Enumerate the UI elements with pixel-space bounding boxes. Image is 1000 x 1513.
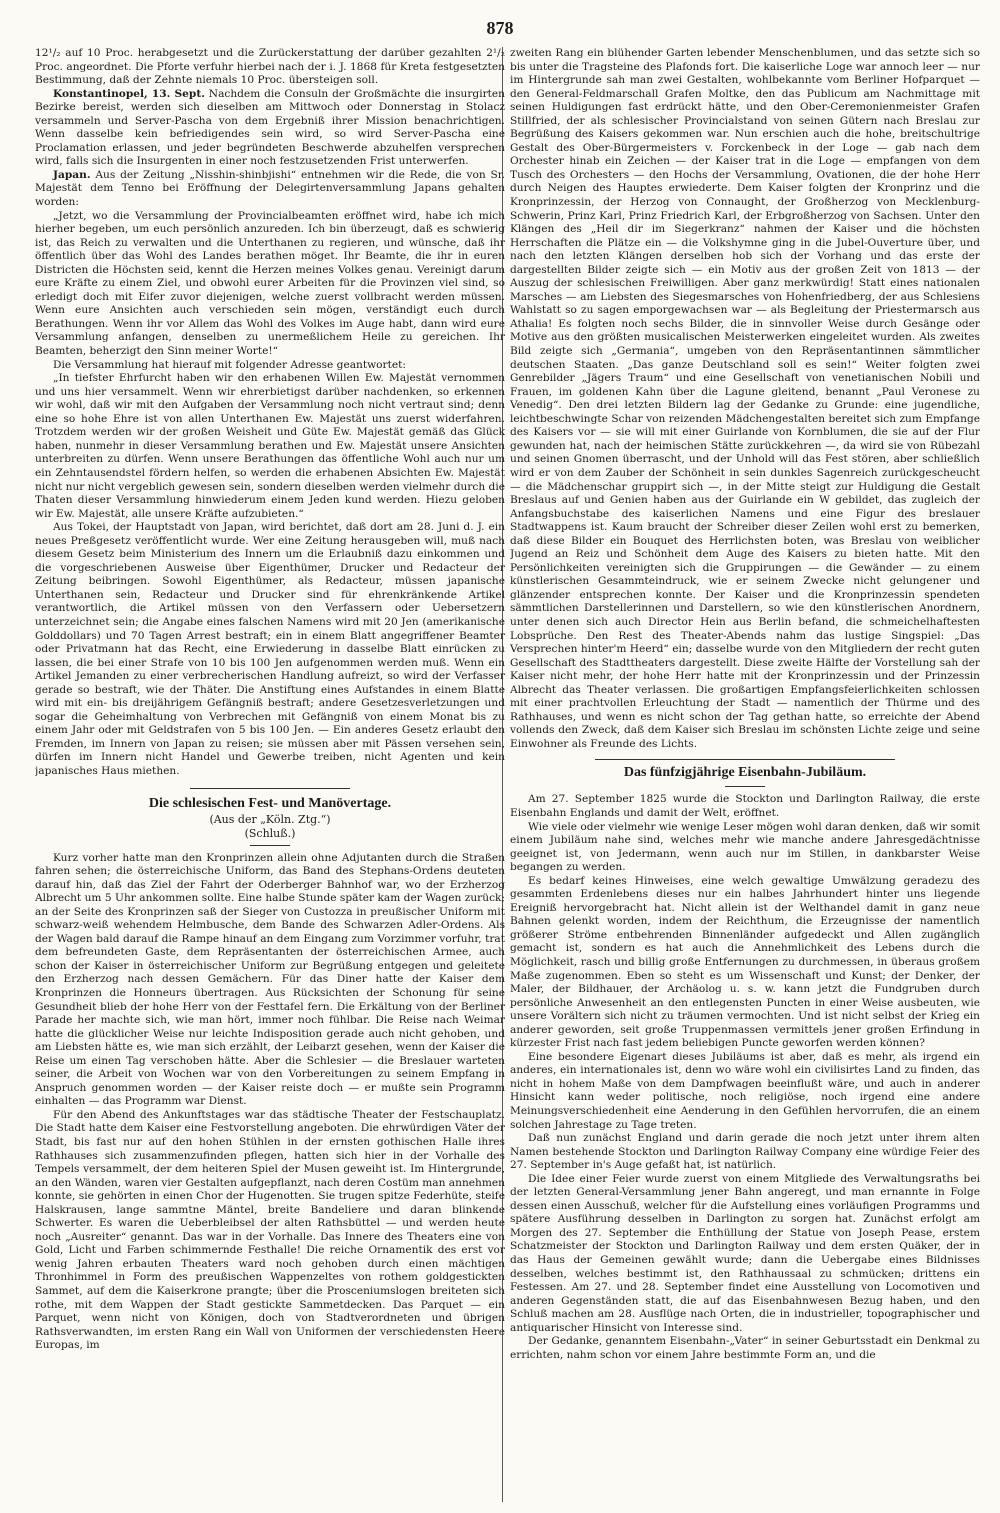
paragraph: Daß nun zunächst England und darin gerade die noch jetzt unter ihrem alten Namen bestehende Stockton und Darlington Railway Company eine würdige Feier des 27. September in's Auge gefaßt hat, ist natürlich. (510, 1132, 980, 1172)
section-rule (250, 845, 290, 846)
paragraph: Die Idee einer Feier wurde zuerst von einem Mitgliede des Verwaltungsraths bei der letzten General-Versammlung jener Bahn angeregt, und man ernannte in Folge dessen einen Ausschuß, welcher für die Aufstellung eines vorläufigen Programms und spätere Ausführung desselben in Darlington zu sorgen hat. Zunächst erfolgt am Morgen des 27. September die Enthüllung der Statue von Joseph Pease, erstem Schatzmeister der Stockton und Darlington Railway und dem ersten Quäker, der in das Haus der Gemeinen gewählt wurde; dann die Uebergabe eines Bildnisses desselben, welches bestimmt ist, den Rathhaussaal zu schmücken; drittens ein Festessen. Am 27. und 28. September findet eine Ausstellung von Locomotiven und anderen Gegenständen statt, die auf das Eisenbahnwesen Bezug haben, und den Schluß machen am 28. Ausflüge nach Orten, die in industrieller, topographischer und antiquarischer Hinsicht von Interesse sind. (510, 1172, 980, 1334)
paragraph: zweiten Rang ein blühender Garten lebender Menschenblumen, und das setzte sich so bis unter die Tragsteine des Plafonds fort. Die kaiserliche Loge war annoch leer — nur im Hintergrunde sah man zwei Gestalten, wohlbekannte vom Berliner Hofparquet — den General-Feldmarschall Grafen Moltke, den das Publicum am Nachmittage mit seinen Huldigungen fast erdrückt hätte, und den Ober-Ceremonienmeister Grafen Stillfried, der als schlesischer Provincialstand von seinen Gütern nach Breslau zur Begrüßung des Kaisers gekommen war. Nun erschien auch die hohe, breitschultrige Gestalt des Ober-Bürgermeisters v. Forckenbeck in der Loge — gab nach dem Orchester hinab ein Zeichen — der Kaiser trat in die Loge — empfangen von dem Tusch des Orchesters — den Hochs der Versammlung, Ovationen, die der hohe Herr durch Neigen des Hauptes erwiederte. Dem Kaiser folgten der Kronprinz und die Kronprinzessin, der Herzog von Connaught, der Großherzog von Mecklenburg-Schwerin, Prinz Karl, Prinz Friedrich Karl, der Erbgroßherzog von Sachsen. Unter den Klängen des „Heil dir im Siegerkranz“ nahmen der Kaiser und die höchsten Herrschaften die Plätze ein — die Volkshymne ging in die Jubel-Ouverture über, und nach den letzten Klängen derselben hob sich der Vorhang und das erste der dargestellten Bilder zeigte sich — ein Motiv aus der großen Zeit von 1813 — der Auszug der schlesischen Freiwilligen. Aber ganz merkwürdig! Statt eines nationalen Marsches — am Liebsten des Siegesmarsches von Hohenfriedberg, der aus Schlesiens Wahlstatt so zu sagen emporgewachsen war — als Begleitung der Priestermarsch aus Athalia! Es folgten noch sechs Bilder, die in sinnvoller Weise durch Gesänge oder Motive aus den größten musicalischen Meisterwerken eingeleitet wurden. Als zweites Bild zeigte sich „Germania“, umgeben von den Repräsentantinnen sämmtlicher deutschen Staaten. „Das ganze Deutschland soll es sein!“ Weiter folgten zwei Genrebilder „Jägers Traum“ und eine Gesellschaft von venetianischen Nobili und Frauen, im goldenen Kahn über die Lagune gleitend, benannt „Paul Veronese zu Venedig“. Den drei letzten Bildern lag der Gedanke zu Grunde: eine jugendliche, leichtbeschwingte Schar von reizenden Mädchengestalten bereitet sich zum Empfange des Kaisers vor — sie will mit einer Guirlande von Kornblumen, die sie auf der Flur gewunden hat, nach der heimischen Stätte zurückkehren —, da wird sie von Rübezahl und seinen Gnomen überrascht, und der Unhold will das Fest stören, aber schließlich wird er von dem Zauber der Schönheit in sein dunkles Sagenreich zurückgescheucht — die Mädchenschar gruppirt sich —, in der Mitte steigt zur Huldigung die Gestalt Breslaus auf und Genien haben aus der Guirlande ein W gebildet, das zugleich der Anfangsbuchstabe des kaiserlichen Namens und eine Figur des breslauer Stadtwappens ist. Kaum braucht der Schreiber dieser Zeilen wohl erst zu bemerken, daß diese Bilder ein Bouquet des Herrlichsten boten, was Breslau von weiblicher Jugend an Reiz und Schönheit dem Auge des Kaisers zu bieten hatte. Mit den Persönlichkeiten vereinigten sich die Gruppirungen — die Gewänder — zu einem künstlerischen Gesammteindruck, wie er seinem Zwecke nicht gelungener und glänzender entsprechen konnte. Der Kaiser und die Kronprinzessin spendeten sämmtlichen Darstellerinnen und Darstellern, so wie den künstlerischen Anordnern, unter denen sich auch Director Hein aus Berlin befand, die schmeichelhaftesten Lobsprüche. Den Rest des Theater-Abends nahm das lustige Singspiel: „Das Versprechen hinter'm Heerd“ ein; dasselbe wurde von den Mitgliedern der recht guten Gesellschaft des Stadttheaters dargestellt. Diese zweite Hälfte der Vorstellung sah der Kaiser nicht mehr, der hohe Herr hatte mit der Kronprinzessin und der Prinzessin Albrecht das Theater verlassen. Die großartigen Empfangsfeierlichkeiten schlossen mit einer prachtvollen Erleuchtung der Stadt — namentlich der Thürme und des Rathhauses, und wenn es nicht schon der Tag gethan hatte, so erreichte der Abend vollends den Zweck, daß dem Kaiser sich Breslau im schönsten Lichte zeige und seine Einwohner als Freunde des Lichts. (510, 47, 980, 750)
section-heading: Die schlesischen Fest- und Manövertage. (148, 795, 392, 811)
paragraph-text: Nachdem die Consuln der Großmächte die insurgirten Bezirke bereist, werden sich dieselben am Mittwoch oder Donnerstag in Stolacz versammeln und Server-Pascha von dem Ergebniß ihrer Mission benachrichtigen. Wenn dasselbe kein befriedigendes sein wird, so wird Server-Pascha eine Proclamation erlassen, und jeder begründeten Beschwerde abzuhelfen versprechen wird, falls sich die Insurgenten in einer noch festzusetzenden Frist unterwerfen. (35, 87, 505, 168)
section-rule (595, 759, 895, 760)
paragraph: Der Gedanke, genanntem Eisenbahn-„Vater“ in seiner Geburtsstadt ein Denkmal zu errichten, nahm schon vor einem Jahre bestimmte Form an, und die (510, 1335, 980, 1361)
section-rule (725, 786, 765, 787)
right-column (510, 47, 980, 1499)
paragraph: Die Versammlung hat hierauf mit folgender Adresse geantwortet: (53, 358, 406, 371)
paragraph-text: Aus der Zeitung „Nisshin-shinbjishi“ entnehmen wir die Rede, die von Sr. Majestät dem Tenno bei Eröffnung der Delegirtenversammlung Japans gehalten worden: (35, 168, 505, 209)
section-rule (190, 788, 350, 789)
dateline: Konstantinopel, 13. Sept. (53, 87, 205, 100)
paragraph: Am 27. September 1825 wurde die Stockton und Darlington Railway, die erste Eisenbahn Englands und damit der Welt, eröffnet. (510, 793, 980, 819)
paragraph: Aus Tokei, der Hauptstadt von Japan, wird berichtet, daß dort am 28. Juni d. J. ein neues Preßgesetz veröffentlicht wurde. Wer eine Zeitung herausgeben will, muß nach diesem Gesetz beim Ministerium des Innern um die Erlaubniß dazu einkommen und die vorgeschriebenen Ausweise über Eigenthümer, Drucker und Redacteur der Zeitung beibringen. Sowohl Eigenthümer, als Redacteur, müssen japanische Unterthanen sein, Redacteur und Drucker sind für ehrenkränkende Artikel verantwortlich, die Artikel müssen von den Verfassern oder Uebersetzern unterzeichnet sein; die Angabe eines falschen Namens wird mit 20 Jen (amerikanische Golddollars) und 70 Tagen Arrest bestraft; ein in einem Blatt angegriffener Beamter oder Privatmann hat das Recht, eine Erwiederung in dasselbe Blatt einrücken zu lassen, die bei einer Strafe von 10 bis 100 Jen aufgenommen werden muß. Wenn ein Artikel Jemanden zu einer verbrecherischen Handlung aufreizt, so wird der Verfasser gerade so bestraft, wie der Thäter. Die Anstiftung eines Aufstandes in einem Blatte wird mit ein- bis dreijährigem Gefängniß bestraft; andere Gesetzesverletzungen und sogar die Geheimhaltung von Verbrechen mit Gefängniß von einem Monat bis zu einem Jahr oder mit Geldstrafen von 5 bis 100 Jen. — Ein anderes Gesetz erlaubt den Fremden, im Innern von Japan zu reisen; sie müssen aber mit Pässen versehen sein, dürfen im Innern nicht Handel und Gewerbe treiben, nicht Agenten und kein japanisches Haus miethen. (35, 521, 505, 777)
left-column (35, 47, 505, 1499)
paragraph: Eine besondere Eigenart dieses Jubiläums ist aber, daß es mehr, als irgend ein anderes, ein internationales ist, denn wo wäre wohl ein civilisirtes Land zu finden, das nicht in hohem Maße von dem Dampfwagen beeinflußt wäre, und auch in anderer Hinsicht kann weder politische, noch religiöse, noch irgend eine andere Meinungsverschiedenheit eine Aenderung in den Gefühlen hervorrufen, die an einem solchen Jahrestage zu Tage treten. (510, 1050, 980, 1131)
section-continuation: (Schluß.) (244, 826, 296, 840)
paragraph: „In tiefster Ehrfurcht haben wir den erhabenen Willen Ew. Majestät vernommen und uns hier versammelt. Wenn wir ehrerbietigst darüber nachdenken, so erkennen wir wohl, daß wir mit den Aufgaben der Versammlung noch nicht vertraut sind; denn eine so hohe Ehre ist von allen Unterthanen Ew. Majestät uns zuerst widerfahren. Trotzdem werden wir der großen Weisheit und Güte Ew. Majestät gemäß das Glück haben, nunmehr in dieser Versammlung berathen und Ew. Majestät unsere Ansichten unterbreiten zu dürfen. Wenn unsere Berathungen das öffentliche Wohl auch nur um ein Zehntausendstel fördern helfen, so werden die erhabenen Absichten Ew. Majestät nicht nur nicht vergeblich gewesen sein, sondern dieselben werden vielmehr durch die Thaten dieser Versammlung hinwiederum einem Jeden kund werden. Hiezu geloben wir Ew. Majestät, alle unsere Kräfte aufzubieten.“ (35, 372, 505, 520)
dateline: Japan. (53, 168, 91, 181)
paragraph: Kurz vorher hatte man den Kronprinzen allein ohne Adjutanten durch die Straßen fahren sehen; die österreichische Uniform, das Band des Stephans-Ordens deuteten darauf hin, daß das Ziel der Fahrt der Oderberger Bahnhof war, wo der Erzherzog Albrecht um 5 Uhr ankommen sollte. Eine halbe Stunde später kam der Wagen zurück; an der Seite des Kronprinzen saß der Sieger von Custozza in preußischer Uniform mit schwarz-weiß wehendem Helmbusche, dem Bande des Schwarzen Adler-Ordens. Als der Wagen bald darauf die Rampe hinauf an dem Eingang zum Vorzimmer vorfuhr, trat dem befreundeten Gaste, dem Repräsentanten der österreichischen Armee, auch schon der Kaiser in österreichischer Uniform zur Begrüßung entgegen und geleitete den Erzherzog nach dessen Gemächern. Für das Diner hatte der Kaiser dem Kronprinzen die Honneurs übertragen. Aus Rücksichten der Schonung für seine Gesundheit blieb der hohe Herr von der Festtafel fern. Die Erkältung von der Berliner Parade her machte sich, wie man hört, immer noch fühlbar. Die Reise nach Weimar hatte die glücklicher Weise nur leichte Indisposition gerade auch nicht gehoben, und am Liebsten hätte es, wie man sich erzählt, der Leibarzt gesehen, wenn der Kaiser die Reise um einen Tag verschoben hätte. Aber die Schlesier — die Breslauer warteten seiner, die Arbeit von Wochen war von den Vorbereitungen zu seinem Empfang in Anspruch genommen worden — der Kaiser reiste doch — er mußte sein Programm einhalten — das Programm war Dienst. (35, 851, 505, 1108)
page-number: 878 (486, 18, 514, 38)
paragraph: Es bedarf keines Hinweises, eine welch gewaltige Umwälzung geradezu des gesammten Erdenlebens dieses nur ein halbes Jahrhundert hinter uns liegende Ereigniß hervorgebracht hat. Nicht allein ist der Welthandel damit in ganz neue Bahnen gelenkt worden, indem der Reichthum, die Erzeugnisse der namentlich größerer Ströme entbehrenden Binnenländer aufgedeckt und Allen zugänglich gemacht ist, sondern es hat auch die Annehmlichkeit des Lebens durch die Möglichkeit, rasch und billig große Entfernungen zu durchmessen, in überaus großem Maße zugenommen. Eben so steht es um Wissenschaft und Kunst; der Denker, der Maler, der Bildhauer, der Archäolog u. s. w. kann jetzt die Fundgruben durch persönliche Anwesenheit an den entlegensten Puncten in einer Weise ausbeuten, wie unsere Vorältern sich nicht zu träumen vermochten. Und ist nicht selbst der Krieg ein anderer geworden, seit große Truppenmassen vermittels jener großen Erfindung in kürzester Frist nach fast jedem beliebigen Puncte geworfen werden können? (510, 874, 980, 1050)
paragraph (35, 88, 505, 169)
paragraph: Wie viele oder vielmehr wie wenige Leser mögen wohl daran denken, daß wir somit einem Jubiläum nahe sind, welches mehr wie manche andere Jahresgedächtnisse geeignet ist, von Jedermann, wenn auch nur im Stillen, in dankbarster Weise begangen zu werden. (510, 820, 980, 874)
paragraph: Für den Abend des Ankunftstages war das städtische Theater der Festschauplatz. Die Stadt hatte dem Kaiser eine Festvorstellung angeboten. Die ehrwürdigen Väter der Stadt, bis fast nur auf den hohen Stühlen in der ernsten gothischen Halle ihres Rathhauses sich zusammenzufinden pflegen, hatten sich hier in der Vorhalle des Tempels versammelt, der dem heiteren Spiel der Musen geweiht ist. Im Hintergrunde, an den Wänden, waren vier Gestalten aufgepflanzt, nach deren Costüm man annehmen konnte, sie gehörten in einen Chor der Hugenotten. Sie trugen spitze Federhüte, steife Halskrausen, lange sammtne Mäntel, breite Bandeliere und daran blinkende Schwerter. Es waren die Ueberbleibsel der alten Rathsbüttel — und werden heute noch „Ausreiter“ genannt. Das war in der Vorhalle. Das Innere des Theaters eine von Gold, Licht und Farben schimmernde Festhalle! Die reiche Ornamentik des erst vor wenig Jahren erbauten Theaters ward noch gehoben durch einen mächtigen Thronhimmel in Form des preußischen Wappenzeltes von rothem goldgestickten Sammet, auf dem die Kaiserkrone prangte; über die Prosceniumslogen breiteten sich rothe, mit dem Wappen der Stadt gestickte Sammetdecken. Das Parquet — ein Parquet, wenn nicht von Königen, doch von Stadtverordneten und übrigen Rathsverwandten, im ersten Rang ein Wall von Uniformen der verschiedensten Heere Europas, im (35, 1108, 505, 1352)
section-heading: Das fünfzigjährige Eisenbahn-Jubiläum. (623, 765, 867, 781)
paragraph: 12¹/₂ auf 10 Proc. herabgesetzt und die Zurückerstattung der darüber gezahlten 2¹/₂ Proc. angeordnet. Die Pforte verfuhr hierbei nach der i. J. 1868 für Kreta festgesetzten Bestimmung, daß der Zehnte niemals 10 Proc. übersteigen soll. (35, 47, 505, 87)
section-source: (Aus der „Köln. Ztg.“) (209, 812, 331, 826)
paragraph: „Jetzt, wo die Versammlung der Provincialbeamten eröffnet wird, habe ich mich hierher begeben, um euch persönlich anzureden. Ich bin überzeugt, daß es schwierig ist, das Reich zu verwalten und die Unterthanen zu regieren, und wünsche, daß ihr öffentlich über das Wohl des Landes berathen möget. Ihr Beamte, die ihr in euren Districten die Höchsten seid, kennt die Herzen meines Volkes genau. Vereinigt darum eure Kräfte zu einem Ziel, und obwohl eurer Arbeiten für die Provinzen viel sind, so erledigt doch mit Eifer zuvor diejenigen, welche zuerst vollbracht werden müssen. Wenn eure Ansichten auch verschieden sein mögen, verständigt euch durch Berathungen. Wenn ihr vor Allem das Wohl des Volkes im Auge habt, dann wird eure Versammlung anfangen, denselben zu unermeßlichem Heile zu gereichen. Ihr Beamten, beherzigt den Sinn meiner Worte!“ (35, 209, 505, 358)
paragraph (35, 169, 505, 210)
